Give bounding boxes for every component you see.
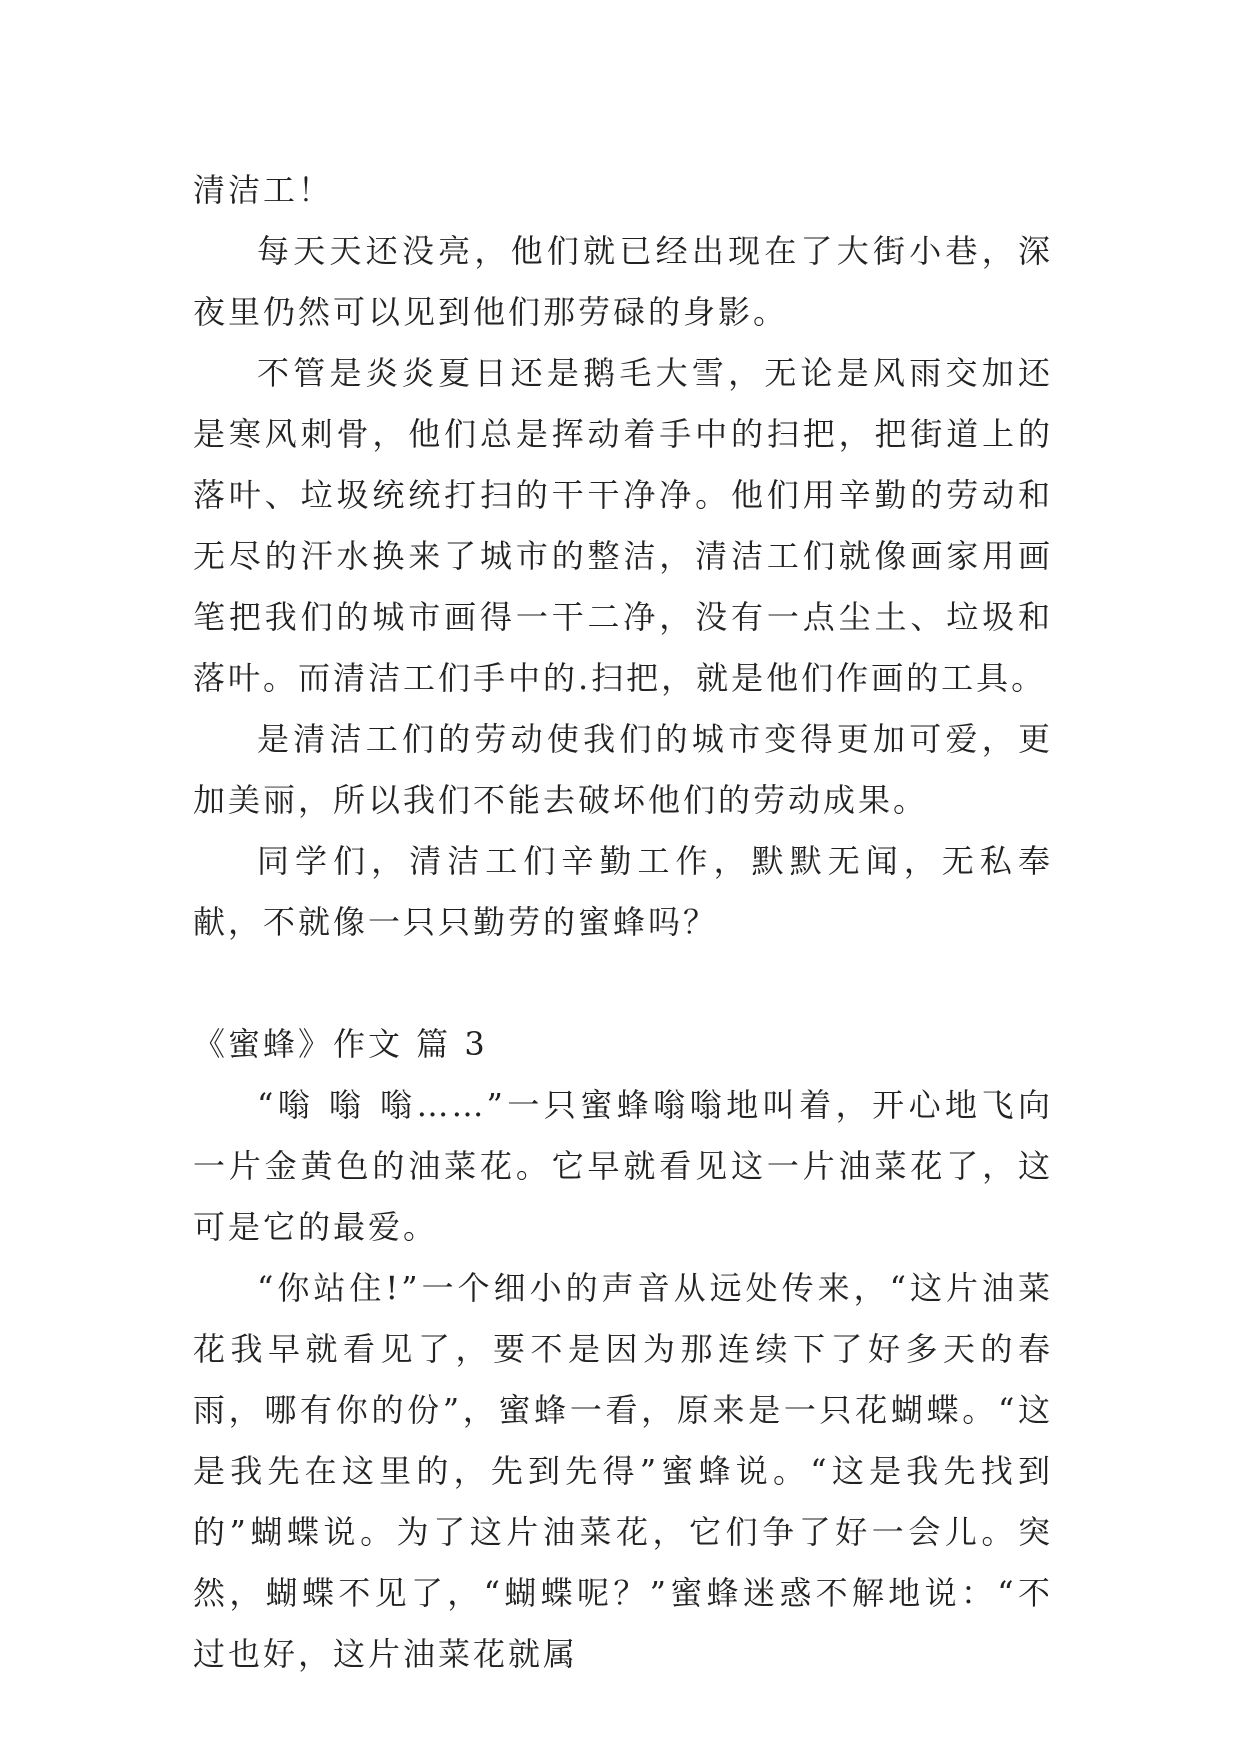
- paragraph: 同学们，清洁工们辛勤工作，默默无闻，无私奉献，不就像一只只勤劳的蜜蜂吗？: [193, 842, 1053, 941]
- paragraph: “嗡 嗡 嗡……”一只蜜蜂嗡嗡地叫着，开心地飞向一片金黄色的油菜花。它早就看见这一片油菜花了，这可是它的最爱。: [193, 1086, 1053, 1246]
- article-body: [193, 160, 1053, 1685]
- paragraph-continuation: 清洁工！: [193, 171, 334, 209]
- paragraph: 是清洁工们的劳动使我们的城市变得更加可爱，更加美丽，所以我们不能去破坏他们的劳动成果。: [193, 720, 1053, 819]
- section-spacer: [193, 953, 1053, 1014]
- paragraph: 每天天还没亮，他们就已经出现在了大街小巷，深夜里仍然可以见到他们那劳碌的身影。: [193, 232, 1053, 331]
- paragraph: 不管是炎炎夏日还是鹅毛大雪，无论是风雨交加还是寒风刺骨，他们总是挥动着手中的扫把，把街道上的落叶、垃圾统统打扫的干干净净。他们用辛勤的劳动和无尽的汗水换来了城市的整洁，清洁工们就像画家用画笔把我们的城市画得一干二净，没有一点尘土、垃圾和落叶。而清洁工们手中的.扫把，就是他们作画的工具。: [193, 354, 1053, 697]
- section-heading: 《蜜蜂》作文 篇 3: [193, 1025, 488, 1063]
- paragraph: “你站住!”一个细小的声音从远处传来，“这片油菜花我早就看见了，要不是因为那连续下了好多天的春雨，哪有你的份”，蜜蜂一看，原来是一只花蝴蝶。“这是我先在这里的，先到先得”蜜蜂说。“这是我先找到的”蝴蝶说。为了这片油菜花，它们争了好一会儿。突然，蝴蝶不见了，“蝴蝶呢？”蜜蜂迷惑不解地说：“不过也好，这片油菜花就属: [193, 1269, 1053, 1673]
